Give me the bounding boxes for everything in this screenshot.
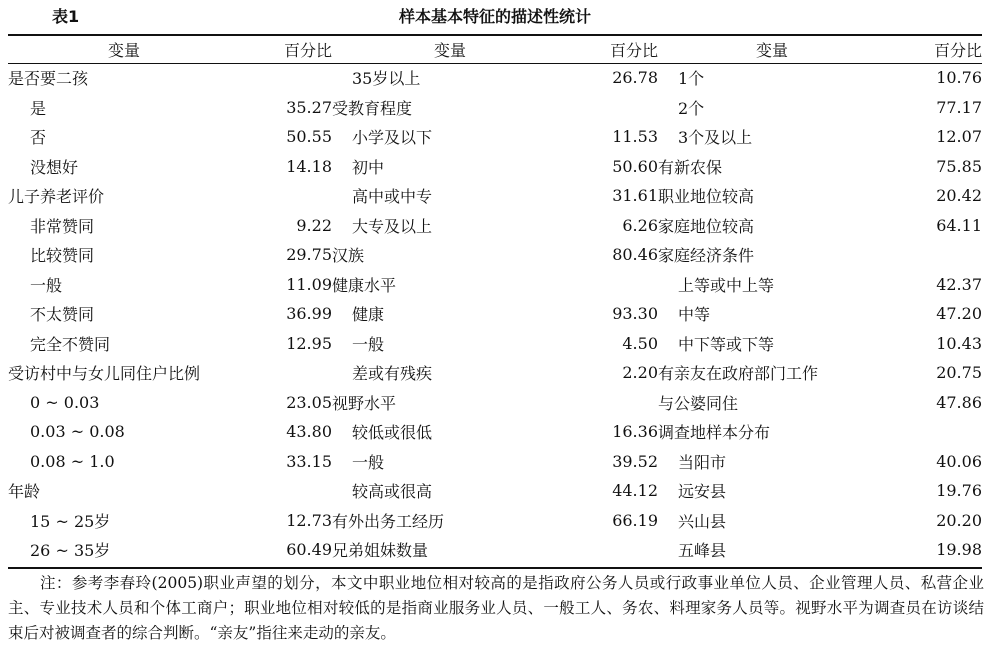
table-row (8, 535, 982, 565)
table-row (8, 476, 982, 506)
table-row (8, 240, 982, 270)
variable-cell: 五峰县 (678, 541, 727, 561)
variable-cell: 有亲友在政府部门工作 (658, 364, 819, 384)
variable-cell: 当阳市 (678, 452, 727, 472)
percent-cell (568, 93, 658, 123)
variable-cell: 3个及以上 (678, 128, 753, 148)
variable-cell: 是否要二孩 (8, 69, 89, 89)
percent-cell: 19.98 (936, 540, 982, 560)
variable-cell: 年龄 (8, 482, 41, 502)
table-number: 表1 (52, 7, 80, 26)
percent-cell: 12.07 (936, 127, 982, 147)
table-row (8, 122, 982, 152)
percent-cell: 47.20 (936, 304, 982, 324)
table-row (8, 506, 982, 536)
table-note: 注：参考李春玲(2005)职业声望的划分，本文中职业地位相对较高的是指政府公务人员或行政事业单位人员、企业管理人员、私营企业主、专业技术人员和个体工商户；职业地位相对较低的是指商业服务业人员、一般工人、务农、料理家务人员等。视野水平为调查员在访谈结束后对被调查者的综合判断。“亲友”指往来走动的亲友。 (8, 574, 984, 642)
percent-cell (568, 270, 658, 300)
variable-cell: 2个 (678, 98, 705, 118)
variable-cell: 一般 (352, 452, 385, 472)
variable-cell: 受访村中与女儿同住户比例 (8, 364, 201, 384)
variable-cell: 远安县 (678, 482, 727, 502)
table-row (8, 388, 982, 418)
percent-cell (886, 240, 982, 270)
variable-cell: 儿子养老评价 (8, 187, 105, 207)
percent-cell (240, 181, 332, 211)
percent-cell: 23.05 (286, 392, 332, 412)
table-row (8, 417, 982, 447)
table-row (8, 358, 982, 388)
column-header-percent: 百分比 (609, 41, 658, 60)
percent-cell: 60.49 (286, 540, 332, 560)
table-row (8, 211, 982, 241)
percent-cell: 77.17 (936, 97, 982, 117)
variable-cell: 职业地位较高 (658, 187, 755, 207)
variable-cell: 1个 (678, 69, 705, 89)
column-header-variable: 变量 (755, 41, 788, 60)
percent-cell: 31.61 (612, 186, 658, 206)
variable-cell: 小学及以下 (352, 128, 433, 148)
percent-cell (886, 417, 982, 447)
column-header-variable: 变量 (107, 41, 140, 60)
variable-cell: 26 ~ 35岁 (30, 541, 111, 561)
table-row (8, 181, 982, 211)
table-header-row (8, 36, 982, 63)
variable-cell: 受教育程度 (332, 98, 413, 118)
percent-cell: 47.86 (936, 392, 982, 412)
variable-cell: 不太赞同 (30, 305, 95, 325)
variable-cell: 完全不赞同 (30, 334, 111, 354)
variable-cell: 非常赞同 (30, 216, 95, 236)
variable-cell: 较低或很低 (352, 423, 433, 443)
bottom-rule (8, 567, 982, 569)
variable-cell: 健康 (352, 305, 385, 325)
percent-cell: 64.11 (936, 215, 982, 235)
percent-cell: 14.18 (286, 156, 332, 176)
percent-cell: 10.43 (936, 333, 982, 353)
column-header-percent: 百分比 (283, 41, 332, 60)
percent-cell: 16.36 (612, 422, 658, 442)
variable-cell: 差或有残疾 (352, 364, 433, 384)
percent-cell: 10.76 (936, 68, 982, 88)
variable-cell: 初中 (352, 157, 385, 177)
variable-cell: 35岁以上 (352, 69, 421, 89)
variable-cell: 健康水平 (332, 275, 397, 295)
table-row (8, 299, 982, 329)
percent-cell: 66.19 (612, 510, 658, 530)
percent-cell: 12.95 (286, 333, 332, 353)
percent-cell: 93.30 (612, 304, 658, 324)
table-row (8, 93, 982, 123)
column-header-variable: 变量 (433, 41, 466, 60)
variable-cell: 一般 (352, 334, 385, 354)
percent-cell (240, 63, 332, 93)
variable-cell: 有外出务工经历 (332, 511, 445, 531)
variable-cell: 上等或中上等 (678, 275, 775, 295)
percent-cell: 44.12 (612, 481, 658, 501)
percent-cell: 36.99 (286, 304, 332, 324)
variable-cell: 兴山县 (678, 511, 727, 531)
percent-cell: 39.52 (612, 451, 658, 471)
percent-cell: 19.76 (936, 481, 982, 501)
percent-cell: 12.73 (286, 510, 332, 530)
percent-cell: 11.09 (286, 274, 332, 294)
percent-cell: 80.46 (612, 245, 658, 265)
percent-cell: 29.75 (286, 245, 332, 265)
variable-cell: 有新农保 (658, 157, 723, 177)
variable-cell: 家庭经济条件 (658, 246, 755, 266)
variable-cell: 一般 (30, 275, 63, 295)
variable-cell: 比较赞同 (30, 246, 95, 266)
percent-cell: 40.06 (936, 451, 982, 471)
percent-cell: 2.20 (622, 363, 658, 383)
variable-cell: 与公婆同住 (658, 393, 739, 413)
table-row (8, 152, 982, 182)
variable-cell: 没想好 (30, 157, 79, 177)
variable-cell: 大专及以上 (352, 216, 433, 236)
variable-cell: 否 (30, 128, 47, 148)
variable-cell: 中等 (678, 305, 711, 325)
variable-cell: 高中或中专 (352, 187, 433, 207)
variable-cell: 0.08 ~ 1.0 (30, 451, 115, 471)
percent-cell: 42.37 (936, 274, 982, 294)
variable-cell: 兄弟姐妹数量 (332, 541, 429, 561)
percent-cell: 50.60 (612, 156, 658, 176)
table-body (8, 63, 982, 565)
variable-cell: 汉族 (332, 246, 365, 266)
percent-cell: 43.80 (286, 422, 332, 442)
percent-cell: 20.42 (936, 186, 982, 206)
percent-cell (568, 535, 658, 565)
table-title: 样本基本特征的描述性统计 (398, 7, 591, 26)
percent-cell (568, 388, 658, 418)
variable-cell: 调查地样本分布 (658, 423, 771, 443)
percent-cell: 11.53 (612, 127, 658, 147)
percent-cell: 4.50 (622, 333, 658, 353)
percent-cell: 50.55 (286, 127, 332, 147)
percent-cell: 20.20 (936, 510, 982, 530)
column-header-percent: 百分比 (933, 41, 982, 60)
variable-cell: 0.03 ~ 0.08 (30, 422, 125, 442)
percent-cell: 6.26 (622, 215, 658, 235)
statistics-table (8, 36, 982, 565)
variable-cell: 是 (30, 98, 47, 118)
variable-cell: 视野水平 (332, 393, 397, 413)
variable-cell: 家庭地位较高 (658, 216, 755, 236)
percent-cell: 26.78 (612, 68, 658, 88)
percent-cell (240, 358, 332, 388)
percent-cell: 75.85 (936, 156, 982, 176)
variable-cell: 中下等或下等 (678, 334, 775, 354)
percent-cell (240, 476, 332, 506)
table-row (8, 447, 982, 477)
table-row (8, 329, 982, 359)
percent-cell: 35.27 (286, 97, 332, 117)
variable-cell: 较高或很高 (352, 482, 433, 502)
variable-cell: 0 ~ 0.03 (30, 392, 100, 412)
table-row (8, 63, 982, 93)
variable-cell: 15 ~ 25岁 (30, 511, 111, 531)
percent-cell: 20.75 (936, 363, 982, 383)
table-row (8, 270, 982, 300)
percent-cell: 33.15 (286, 451, 332, 471)
percent-cell: 9.22 (296, 215, 332, 235)
